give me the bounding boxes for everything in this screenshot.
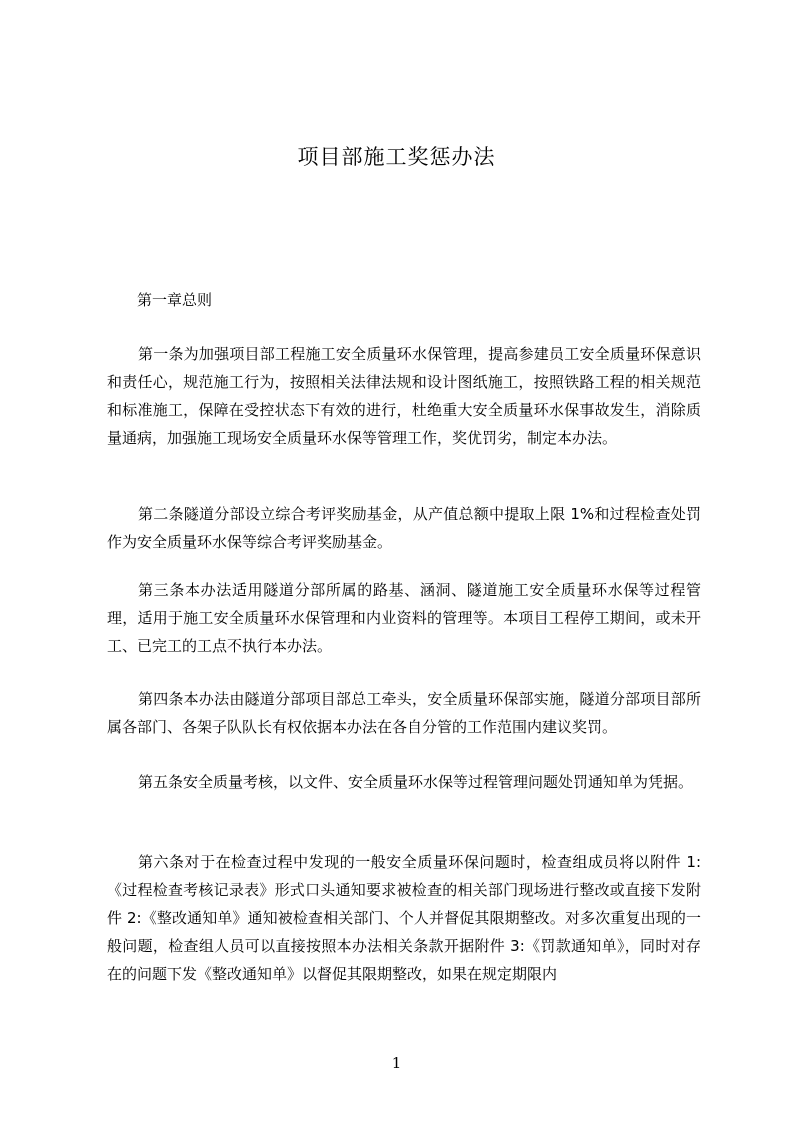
chapter-heading: 第一章总则: [137, 291, 213, 309]
article-1-paragraph: 第一条为加强项目部工程施工安全质量环水保管理，提高参建员工安全质量环保意识和责任心，规范施工行为，按照相关法律法规和设计图纸施工，按照铁路工程的相关规范和标准施工，保障在受控状态下有效的进行，杜绝重大安全质量环水保事故发生，消除质量通病，加强施工现场安全质量环水保等管理工作，奖优罚劣，制定本办法。: [107, 345, 701, 447]
document-title: 项目部施工奖惩办法: [297, 145, 496, 169]
article-2-paragraph: 第二条隧道分部设立综合考评奖励基金，从产值总额中提取上限 1%和过程检查处罚作为安全质量环水保等综合考评奖励基金。: [107, 505, 701, 551]
article-6-paragraph: 第六条对于在检查过程中发现的一般安全质量环保问题时，检查组成员将以附件 1:《过程检查考核记录表》形式口头通知要求被检查的相关部门现场进行整改或直接下发附件 2:《整改通知单》通知被检查相关部门、个人并督促其限期整改。对多次重复出现的一般问题，检查组人员可以直接按照本办法相关条款开据附件 3:《罚款通知单》，同时对存在的问题下发《整改通知单》以督促其限期整改，如果在规定期限内: [107, 853, 701, 983]
article-4-paragraph: 第四条本办法由隧道分部项目部总工牵头，安全质量环保部实施，隧道分部项目部所属各部门、各架子队队长有权依据本办法在各自分管的工作范围内建议奖罚。: [107, 690, 701, 736]
article-3-paragraph: 第三条本办法适用隧道分部所属的路基、涵洞、隧道施工安全质量环水保等过程管理，适用于施工安全质量环水保管理和内业资料的管理等。本项目工程停工期间，或未开工、已完工的工点不执行本办法。: [107, 581, 701, 655]
page-number: 1: [391, 1054, 402, 1072]
article-5-paragraph: 第五条安全质量考核，以文件、安全质量环水保等过程管理问题处罚通知单为凭据。: [138, 773, 694, 791]
